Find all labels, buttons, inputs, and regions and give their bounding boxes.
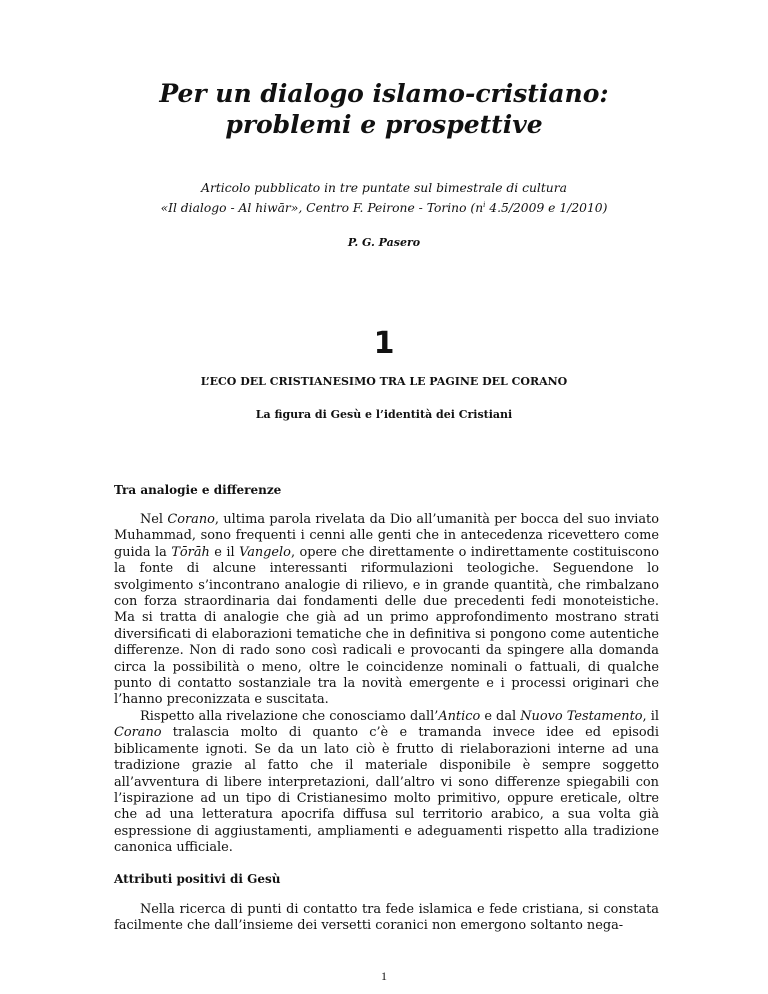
chapter-title: L’ECO DEL CRISTIANESIMO TRA LE PAGINE DEL CORANO — [200, 375, 568, 388]
publication-note — [0, 180, 768, 217]
paragraph: Nella ricerca di punti di contatto tra fede islamica e fede cristiana, si constata facilmente che dall’insieme dei versetti coranici non emergono soltanto nega- — [114, 902, 659, 934]
title-line-1: Per un dialogo islamo-cristiano: — [159, 79, 609, 108]
section-body — [114, 512, 659, 857]
title-line-2: problemi e prospettive — [225, 110, 543, 139]
section-heading: Tra analogie e differenze — [114, 483, 282, 497]
document-title — [0, 78, 768, 140]
publication-note-line-1: Articolo pubblicato in tre puntate sul bimestrale di cultura — [201, 181, 567, 195]
chapter-subtitle: La figura di Gesù e l’identità dei Cristiani — [255, 408, 513, 421]
page-number: 1 — [381, 969, 387, 983]
paragraph: Rispetto alla rivelazione che conosciamo dall’Antico e dal Nuovo Testamento, il Corano tralascia molto di quanto c’è e tramanda invece idee ed episodi biblicamente ignoti. Se da un lato ciò è frutto di rielaborazioni interne ad una tradizione grazie al fatto che il materiale disponibile è sempre soggetto all’avventura di libere interpretazioni, dall’altro vi sono differenze spiegabili con l’ispirazione ad un tipo di Cristianesimo molto primitivo, oppure ereticale, oltre che ad una letteratura apocrifa diffusa sul territorio arabico, a sua volta già espressione di aggiustamenti, ampliamenti e adeguamenti rispetto alla tradizione canonica ufficiale. — [114, 708, 659, 856]
publication-note-line-2: «Il dialogo - Al hiwār», Centro F. Peirone - Torino ($n^i$ 4.5/2009 e 1/2010) — [160, 201, 608, 216]
chapter-number: 1 — [373, 326, 395, 361]
paragraph: Nel Corano, ultima parola rivelata da Dio all’umanità per bocca del suo inviato Muhammad, sono frequenti i cenni alle genti che in antecedenza ricevettero come guida la Tōrāh e il Vangelo, opere che direttamente o indirettamente costituiscono la fonte di alcune interessanti riformulazioni teologiche. Seguendone lo svolgimento s’incontrano analogie di rilievo, e in grande quantità, che rimbalzano con forza straordinaria dai fondamenti delle due precedenti fedi monoteistiche. Ma si tratta di analogie che già ad un primo approfondimento mostrano strati diversificati di elaborazioni tematiche che in definitiva si pongono come autentiche differenze. Non di rado sono così radicali e provocanti da spingere alla domanda circa la possibilità o meno, oltre le coincidenze nominali o fattuali, di qualche punto di contatto sostanziale tra la novità emergente e i processi originari che l’hanno preconizzata e suscitata. — [114, 512, 660, 708]
author: P. G. Pasero — [347, 236, 421, 249]
section-heading: Attributi positivi di Gesù — [114, 872, 281, 886]
section-body — [114, 902, 659, 935]
